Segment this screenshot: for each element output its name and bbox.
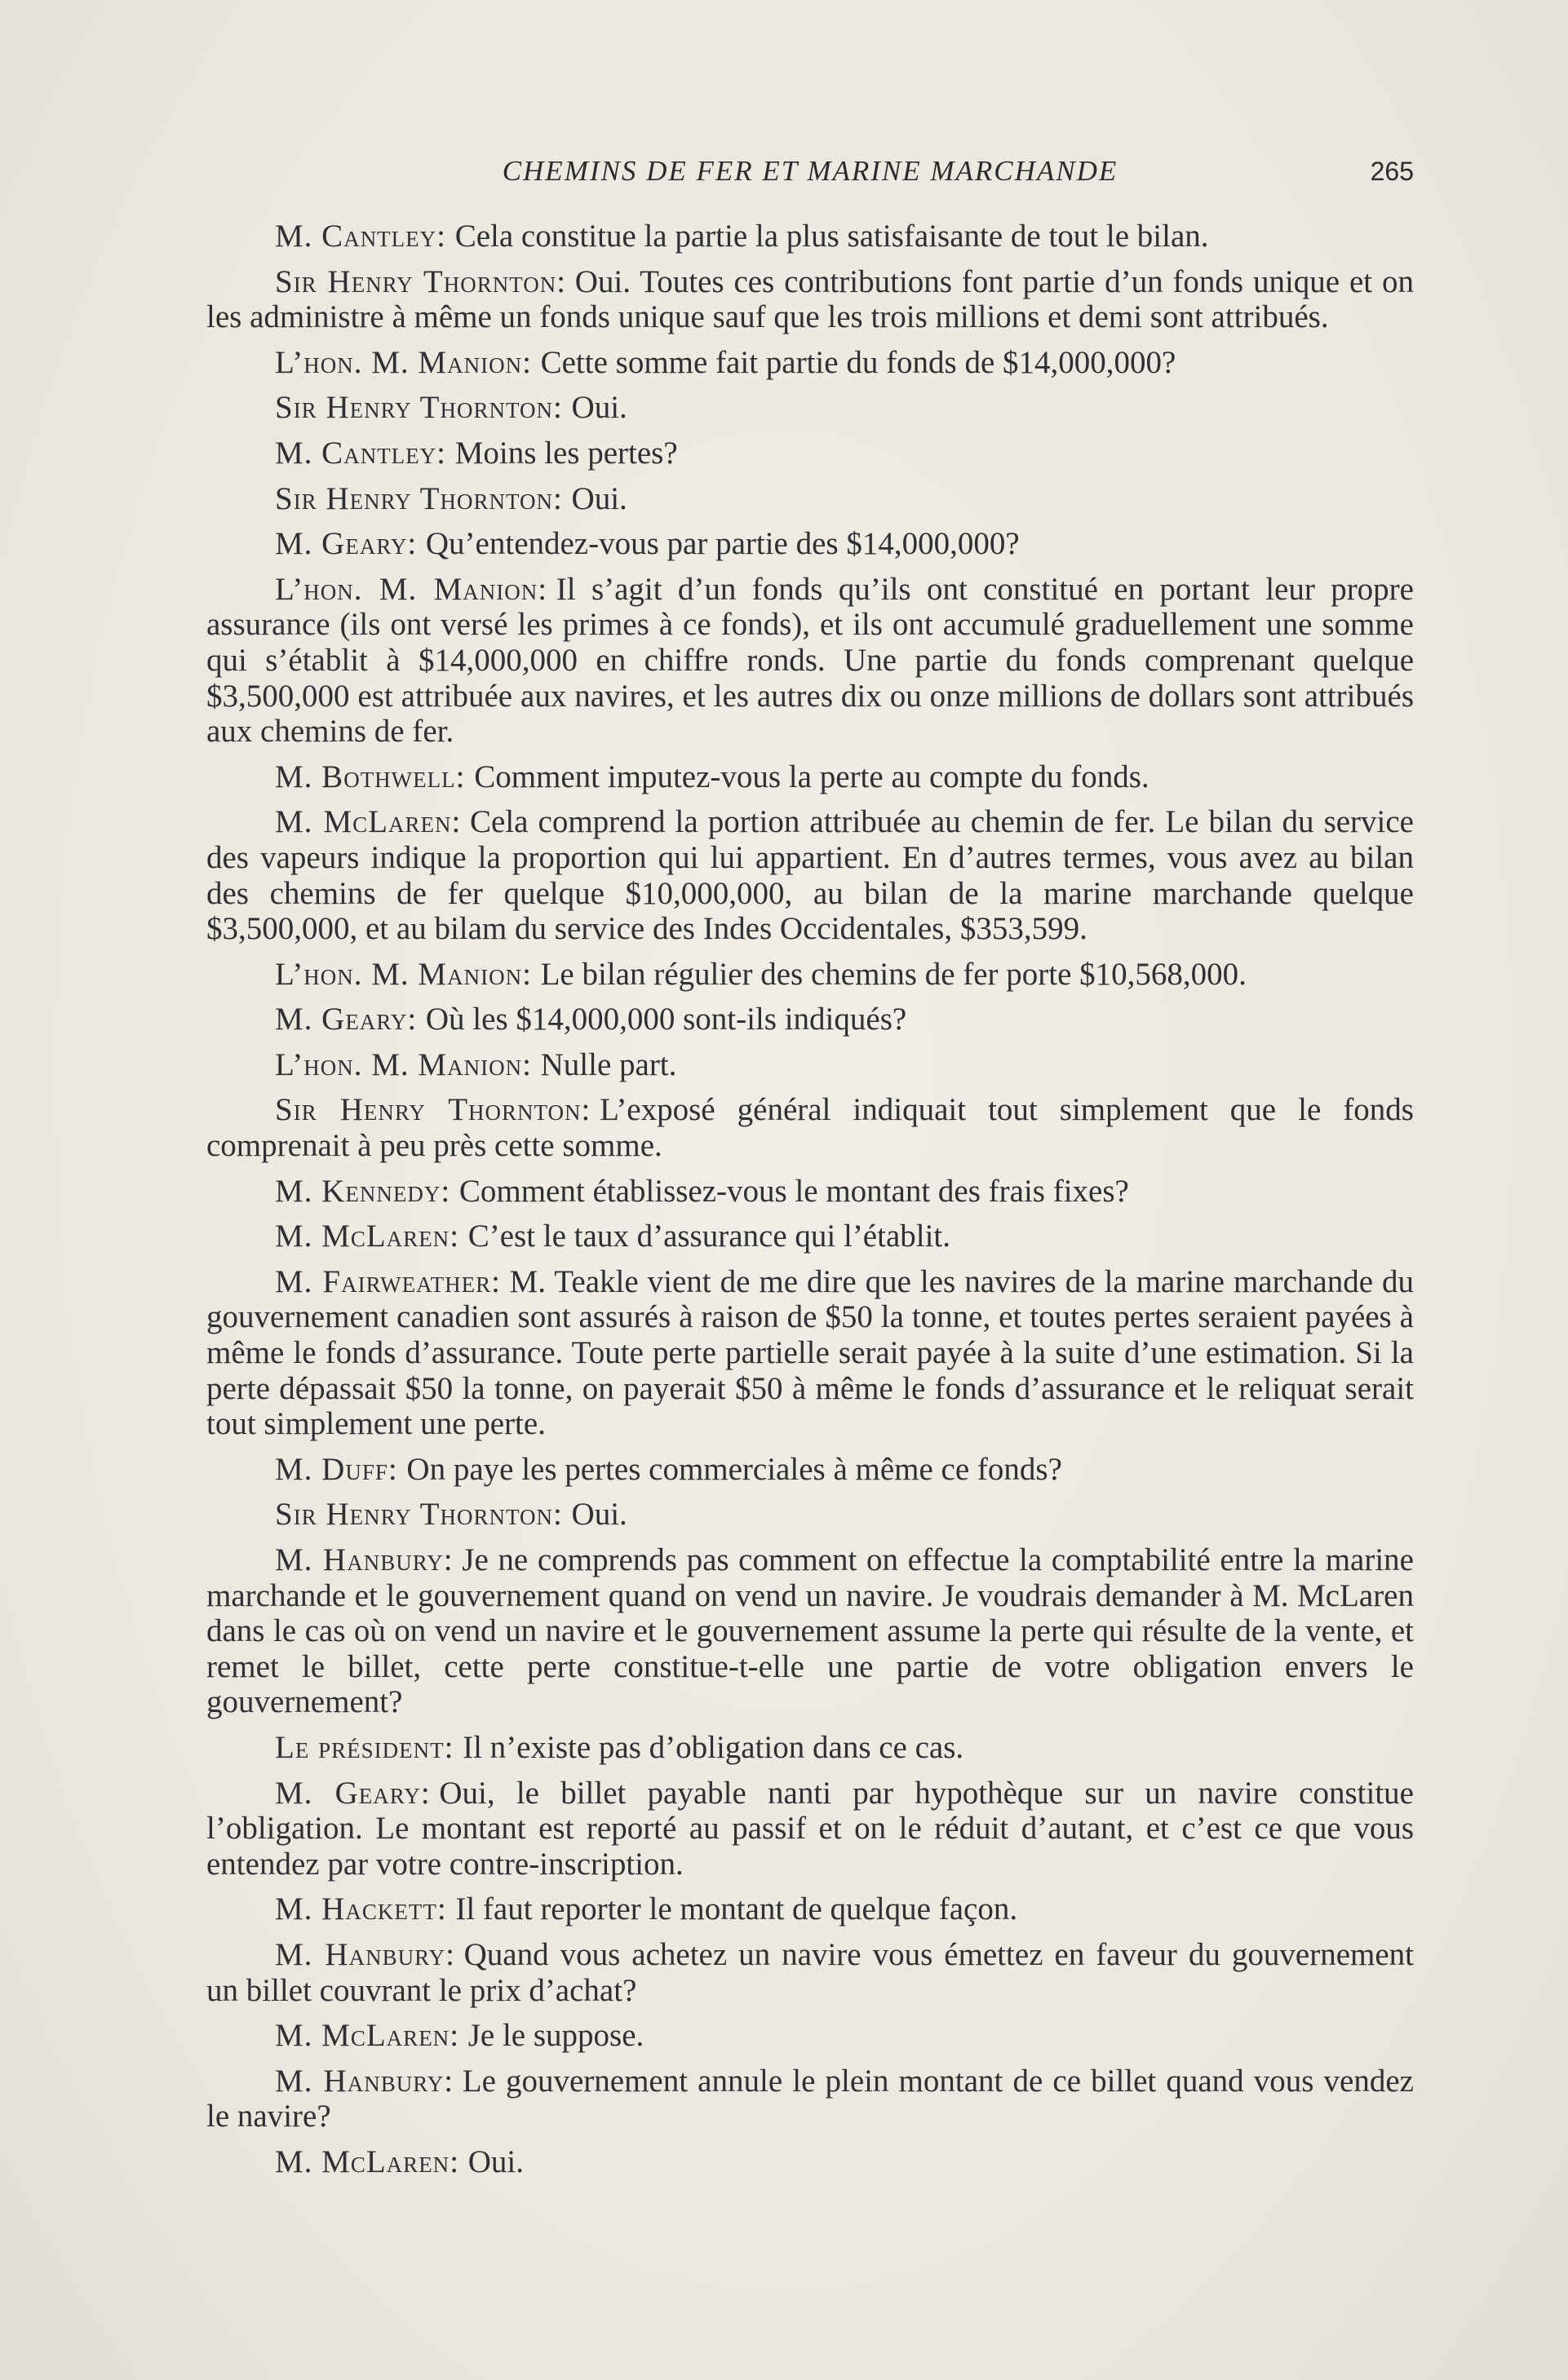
speaker-name: M. Kennedy — [275, 1173, 441, 1209]
speaker-name: M. Cantley — [275, 435, 437, 471]
transcript-paragraph: M. Fairweather: M. Teakle vient de me dire que les navires de la marine marchande du gouvernement canadien sont assurés à raison de $50 la tonne, et toutes pertes seraient payées à même le fonds d’assurance. Toute perte partielle serait payée à la suite d’une estimation. Si la perte dépassait $50 la tonne, on payerait $50 à même le fonds d’assurance et le reliquat serait tout simplement une perte. — [206, 1263, 1414, 1442]
speech-text: Comment imputez-vous la perte au compte du fonds. — [474, 759, 1149, 794]
transcript-paragraph: Sir Henry Thornton: Oui. Toutes ces contributions font partie d’un fonds unique et on les administre à même un fonds unique sauf que les trois millions et demi sont attribués. — [206, 263, 1414, 335]
speaker-name: Sir Henry Thornton — [275, 263, 557, 299]
speaker-name: Sir Henry Thornton — [275, 1092, 582, 1128]
speaker-name: L’hon. M. Manion — [275, 956, 523, 992]
speech-text: Je le suppose. — [467, 2018, 644, 2054]
transcript-paragraph: Sir Henry Thornton: Oui. — [275, 390, 627, 426]
speech-text: On paye les pertes commerciales à même ce fonds? — [406, 1451, 1062, 1487]
transcript-paragraph: M. Kennedy: Comment établissez-vous le montant des frais fixes? — [275, 1173, 1129, 1209]
speaker-name: Sir Henry Thornton — [275, 390, 553, 426]
transcript-paragraph: M. Cantley: Moins les pertes? — [275, 435, 678, 471]
speech-text: Oui, le billet payable nanti par hypothèque sur un navire constitue l’obligation. Le montant est reporté au passif et on le réduit d’autant, et c’est ce que vous entendez par votre contre-inscription. — [206, 1775, 1414, 1882]
transcript-paragraph: M. McLaren: Je le suppose. — [275, 2018, 644, 2054]
speech-text: Oui. — [467, 2143, 524, 2179]
speaker-name: M. McLaren — [275, 2143, 450, 2179]
speech-text: Cela constitue la partie la plus satisfaisante de tout le bilan. — [454, 219, 1209, 254]
transcript-paragraph: L’hon. M. Manion: Il s’agit d’un fonds qu’ils ont constitué en portant leur propre assurance (ils ont versé les primes à ce fonds), et ils ont accumulé graduellement une somme qui s’établit à $14,000,000 en chiffre ronds. Une partie du fonds comprenant quelque $3,500,000 est attribuée aux navires, et les autres dix ou onze millions de dollars sont attribués aux chemins de fer. — [206, 571, 1414, 750]
speaker-name: Sir Henry Thornton — [275, 1497, 553, 1533]
transcript-paragraph: M. Duff: On paye les pertes commerciales à même ce fonds? — [275, 1451, 1062, 1487]
speaker-name: M. Cantley — [275, 219, 437, 254]
transcript-paragraph: M. McLaren: Cela comprend la portion attribuée au chemin de fer. Le bilan du service des vapeurs indique la proportion qui lui appartient. En d’autres termes, vous avez au bilan des chemins de fer quelque $10,000,000, au bilan de la marine marchande quelque $3,500,000, et au bilam du service des Indes Occidentales, $353,599. — [206, 804, 1414, 947]
speech-text: Oui. — [571, 480, 627, 516]
speech-text: Moins les pertes? — [454, 435, 678, 471]
speaker-name: M. Hanbury — [275, 2063, 445, 2099]
speech-text: Je ne comprends pas comment on effectue la comptabilité entre la marine marchande et le gouvernement quand on vend un navire. Je voudrais demander à M. McLaren dans le cas où on vend un navire et le gouvernement assume la perte qui résulte de la vente, et remet le billet, cette perte constitue-t-elle une partie de votre obligation envers le gouvernement? — [206, 1542, 1414, 1720]
speech-text: Oui. — [571, 1497, 627, 1533]
speech-text: Où les $14,000,000 sont-ils indiqués? — [425, 1002, 907, 1037]
speaker-name: M. Fairweather — [275, 1263, 492, 1299]
speech-text: Quand vous achetez un navire vous émettez en faveur du gouvernement un billet couvrant le prix d’achat? — [206, 1936, 1414, 2008]
speaker-name: M. Duff — [275, 1451, 388, 1487]
speech-text: Oui. — [571, 390, 627, 426]
transcript-paragraph: M. Geary: Qu’entendez-vous par partie des $14,000,000? — [275, 526, 1020, 562]
speech-text: Il faut reporter le montant de quelque façon. — [455, 1891, 1018, 1927]
speaker-name: L’hon. M. Manion — [275, 1046, 523, 1082]
transcript-paragraph: Sir Henry Thornton: Oui. — [275, 480, 627, 516]
speaker-name: M. Geary — [275, 526, 408, 562]
speech-text: Le bilan régulier des chemins de fer porte $10,568,000. — [540, 956, 1247, 992]
speaker-name: M. Hanbury — [275, 1936, 446, 1972]
transcript-paragraph: M. Geary: Oui, le billet payable nanti par hypothèque sur un navire constitue l’obligation. Le montant est reporté au passif et on le réduit d’autant, et c’est ce que vous entendez par votre contre-inscription. — [206, 1775, 1414, 1882]
transcript-paragraph: Sir Henry Thornton: L’exposé général indiquait tout simplement que le fonds comprenait à peu près cette somme. — [206, 1092, 1414, 1164]
speaker-name: M. McLaren — [275, 2018, 450, 2054]
speaker-name: M. Hanbury — [275, 1542, 444, 1577]
transcript-paragraph: L’hon. M. Manion: Le bilan régulier des chemins de fer porte $10,568,000. — [275, 956, 1247, 992]
transcript-paragraph: Le président: Il n’existe pas d’obligation dans ce cas. — [275, 1729, 964, 1765]
speech-text: Nulle part. — [540, 1046, 677, 1082]
transcript-paragraph: M. Geary: Où les $14,000,000 sont-ils indiqués? — [275, 1002, 907, 1037]
speaker-name: L’hon. M. Manion — [275, 344, 523, 380]
page-header — [206, 155, 1414, 196]
transcript-paragraph: M. McLaren: Oui. — [275, 2143, 524, 2179]
speaker-name: M. Geary — [275, 1002, 408, 1037]
transcript-paragraph: M. Bothwell: Comment imputez-vous la perte au compte du fonds. — [275, 759, 1149, 794]
transcript-paragraph: L’hon. M. Manion: Cette somme fait partie du fonds de $14,000,000? — [275, 344, 1176, 380]
transcript-paragraph: M. Hanbury: Le gouvernement annule le plein montant de ce billet quand vous vendez le navire? — [206, 2063, 1414, 2134]
running-title: CHEMINS DE FER ET MARINE MARCHANDE — [502, 155, 1118, 187]
speech-text: Il s’agit d’un fonds qu’ils ont constitué en portant leur propre assurance (ils ont versé les primes à ce fonds), et ils ont accumulé graduellement une somme qui s’établit à $14,000,000 en chiffre ronds. Une partie du fonds comprenant quelque $3,500,000 est attribuée aux navires, et les autres dix ou onze millions de dollars sont attribués aux chemins de fer. — [206, 571, 1414, 750]
transcript-paragraph: Sir Henry Thornton: Oui. — [275, 1497, 627, 1533]
speech-text: L’exposé général indiquait tout simplement que le fonds comprenait à peu près cette somme. — [206, 1092, 1414, 1164]
transcript-body — [206, 219, 1414, 2190]
speech-text: Il n’existe pas d’obligation dans ce cas. — [463, 1729, 964, 1765]
speech-text: M. Teakle vient de me dire que les navires de la marine marchande du gouvernement canadien sont assurés à raison de $50 la tonne, et toutes pertes seraient payées à même le fonds d’assurance. Toute perte partielle serait payée à la suite d’une estimation. Si la perte dépassait $50 la tonne, on payerait $50 à même le fonds d’assurance et le reliquat serait tout simplement une perte. — [206, 1263, 1414, 1442]
speaker-name: Le président — [275, 1729, 445, 1765]
speaker-name: L’hon. M. Manion — [275, 571, 538, 607]
transcript-paragraph: L’hon. M. Manion: Nulle part. — [275, 1046, 677, 1082]
transcript-paragraph: M. Cantley: Cela constitue la partie la plus satisfaisante de tout le bilan. — [275, 219, 1209, 254]
speaker-name: M. McLaren — [275, 804, 452, 840]
speech-text: Oui. Toutes ces contributions font partie d’un fonds unique et on les administre à même un fonds unique sauf que les trois millions et demi sont attribués. — [206, 263, 1414, 335]
transcript-paragraph: M. Hanbury: Quand vous achetez un navire vous émettez en faveur du gouvernement un billet couvrant le prix d’achat? — [206, 1936, 1414, 2008]
speech-text: C’est le taux d’assurance qui l’établit. — [467, 1219, 951, 1254]
speech-text: Comment établissez-vous le montant des frais fixes? — [458, 1173, 1129, 1209]
page-number: 265 — [1370, 157, 1414, 186]
speaker-name: M. Bothwell — [275, 759, 456, 794]
speaker-name: M. Hackett — [275, 1891, 437, 1927]
speech-text: Qu’entendez-vous par partie des $14,000,000? — [425, 526, 1020, 562]
transcript-paragraph: M. Hanbury: Je ne comprends pas comment on effectue la comptabilité entre la marine marchande et le gouvernement quand on vend un navire. Je voudrais demander à M. McLaren dans le cas où on vend un navire et le gouvernement assume la perte qui résulte de la vente, et remet le billet, cette perte constitue-t-elle une partie de votre obligation envers le gouvernement? — [206, 1542, 1414, 1720]
transcript-paragraph: M. McLaren: C’est le taux d’assurance qui l’établit. — [275, 1219, 951, 1254]
speaker-name: M. McLaren — [275, 1219, 450, 1254]
speaker-name: M. Geary — [275, 1775, 421, 1811]
speaker-name: Sir Henry Thornton — [275, 480, 553, 516]
speech-text: Cela comprend la portion attribuée au chemin de fer. Le bilan du service des vapeurs indique la proportion qui lui appartient. En d’autres termes, vous avez au bilan des chemins de fer quelque $10,000,000, au bilan de la marine marchande quelque $3,500,000, et au bilam du service des Indes Occidentales, $353,599. — [206, 804, 1414, 947]
speech-text: Cette somme fait partie du fonds de $14,000,000? — [540, 344, 1176, 380]
speech-text: Le gouvernement annule le plein montant de ce billet quand vous vendez le navire? — [206, 2063, 1414, 2134]
transcript-paragraph: M. Hackett: Il faut reporter le montant de quelque façon. — [275, 1891, 1018, 1927]
